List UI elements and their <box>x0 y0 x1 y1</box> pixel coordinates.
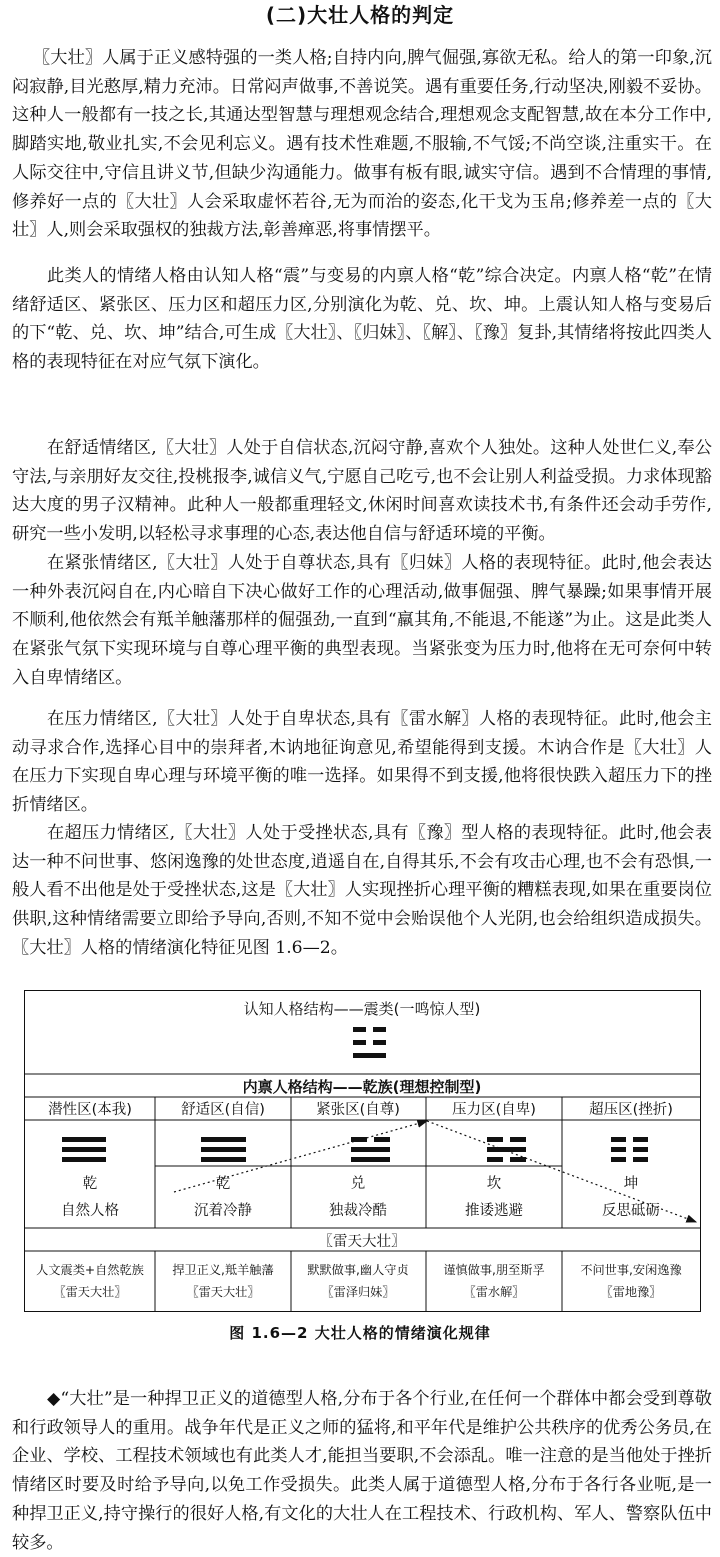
paragraph-7: ◆“大壮”是一种捍卫正义的道德型人格,分布于各个行业,在任何一个群体中都会受到尊敬和行政领导人的重用。战争年代是正义之师的猛将,和平年代是维护公共秩序的优秀公务员,在企业、学校、工程技术领域也有此类人才,能担当要职,不会添乱。唯一注意的是当他处于挫折情绪区时要及时给予导向,以免工作受损失。此类人属于道德型人格,分布于各行各业呃,是一种捍卫正义,持守操行的很好人格,有文化的大壮人在工程技术、行政机构、军人、警察队伍中较多。 <box>12 1389 712 1553</box>
zone-label-tension: 紧张区(自尊) <box>316 1102 400 1118</box>
zone-name-comfort: 乾 <box>215 1176 231 1192</box>
zone-label-comfort: 舒适区(自信) <box>181 1102 265 1118</box>
zone-name-pressure: 坎 <box>486 1176 502 1192</box>
cognitive-header: 认知人格结构——震类(一鸣惊人型) <box>243 1000 481 1018</box>
zone-trait-latent: 自然人格 <box>61 1203 119 1219</box>
paragraph-2: 此类人的情绪人格由认知人格“震”与变易的内禀人格“乾”综合决定。内禀人格“乾”在情绪舒适区、紧张区、压力区和超压力区,分别演化为乾、兑、坎、坤。上震认知人格与变易后的下“乾、兑、坎、坤”结合,可生成〖大壮〗、〖归妹〗、〖解〗、〖豫〗复卦,其情绪将按此四类人格的表现特征在对应气氛下演化。 <box>12 266 712 373</box>
innate-header: 内禀人格结构——乾族(理想控制型) <box>242 1078 482 1096</box>
zone-label-pressure: 压力区(自卑) <box>452 1102 536 1118</box>
figure-caption: 图 1.6—2 大壮人格的情绪演化规律 <box>229 1324 491 1342</box>
rising-arrow <box>174 1121 427 1192</box>
zone-trait-tension: 独裁冷酷 <box>329 1203 387 1219</box>
zone-hexagram-pressure: 〖雷水解〗 <box>463 1285 525 1299</box>
zone-desc-latent: 人文震类+自然乾族 <box>36 1263 144 1277</box>
kan-trigram-icon <box>487 1137 526 1162</box>
zone-desc-pressure: 谨慎做事,朋至斯孚 <box>443 1263 545 1277</box>
zhen-trigram-icon <box>353 1027 386 1058</box>
zone-desc-overpressure: 不问世事,安闲逸豫 <box>580 1263 682 1277</box>
zone-name-overpressure: 坤 <box>623 1176 639 1192</box>
zone-hexagram-comfort: 〖雷天大壮〗 <box>186 1285 260 1299</box>
zone-desc-tension: 默默做事,幽人守贞 <box>307 1263 409 1277</box>
emotion-evolution-figure <box>24 990 701 1312</box>
qian-trigram-icon <box>201 1137 246 1162</box>
zone-hexagram-tension: 〖雷泽归妹〗 <box>321 1285 395 1299</box>
kun-trigram-icon <box>611 1137 648 1162</box>
dui-trigram-icon <box>351 1137 390 1162</box>
paragraph-1: 〖大壮〗人属于正义感特强的一类人格;自持内向,脾气倔强,寡欲无私。给人的第一印象,沉闷寂静,目光憨厚,精力充沛。日常闷声做事,不善说笑。遇有重要任务,行动坚决,刚毅不妥协。这种人一般都有一技之长,其通达型智慧与理想观念结合,理想观念支配智慧,故在本分工作中,脚踏实地,敬业扎实,不会见利忘义。遇有技术性难题,不服输,不气馁;不尚空谈,注重实干。在人际交往中,守信且讲义节,但缺少沟通能力。做事有板有眼,诚实守信。遇到不合情理的事情,修养好一点的〖大壮〗人会采取虚怀若谷,无为而治的姿态,化干戈为玉帛;修养差一点的〖大壮〗人,则会采取强权的独裁方法,彰善瘅恶,将事情摆平。 <box>12 48 712 241</box>
figure-diagram <box>24 990 701 1312</box>
zone-label-latent: 潜性区(本我) <box>48 1102 132 1118</box>
qian-trigram-icon <box>62 1137 106 1162</box>
zone-trait-pressure: 推诿逃避 <box>465 1203 523 1219</box>
zone-desc-comfort: 捍卫正义,羝羊触藩 <box>172 1263 274 1277</box>
paragraph-3: 在舒适情绪区,〖大壮〗人处于自信状态,沉闷守静,喜欢个人独处。这种人处世仁义,奉公守法,与亲朋好友交往,投桃报李,诚信义气,宁愿自己吃亏,也不会让别人利益受损。力求体现豁达大度的男子汉精神。此种人一般都重理轻文,休闲时间喜欢读技术书,有条件还会动手劳作,研究一些小发明,以轻松寻求事理的心态,表达他自信与舒适环境的平衡。 <box>12 438 712 545</box>
zone-trait-overpressure: 反思砥砺 <box>602 1203 660 1219</box>
paragraph-4: 在紧张情绪区,〖大壮〗人处于自尊状态,具有〖归妹〗人格的表现特征。此时,他会表达一种外表沉闷自在,内心暗自下决心做好工作的心理活动,做事倔强、脾气暴躁;如果事情开展不顺利,他依然会有羝羊触藩那样的倔强劲,一直到“羸其角,不能退,不能遂”为止。这是此类人在紧张气氛下实现环境与自尊心理平衡的典型表现。当紧张变为压力时,他将在无可奈何中转入自卑情绪区。 <box>12 553 712 688</box>
zone-hexagram-overpressure: 〖雷地豫〗 <box>600 1285 662 1299</box>
zone-trait-comfort: 沉着冷静 <box>194 1203 252 1219</box>
zone-name-latent: 乾 <box>82 1176 98 1192</box>
summary-hexagram: 〖雷天大壮〗 <box>318 1234 406 1250</box>
zone-name-tension: 兑 <box>350 1176 366 1192</box>
paragraph-5: 在压力情绪区,〖大壮〗人处于自卑状态,具有〖雷水解〗人格的表现特征。此时,他会主动寻求合作,选择心目中的崇拜者,木讷地征询意见,希望能得到支援。木讷合作是〖大壮〗人在压力下实现自卑心理与环境平衡的唯一选择。如果得不到支援,他将很快跌入超压力下的挫折情绪区。 <box>12 709 712 816</box>
section-heading: (二)大壮人格的判定 <box>265 3 455 27</box>
zone-label-overpressure: 超压区(挫折) <box>589 1102 673 1118</box>
zone-hexagram-latent: 〖雷天大壮〗 <box>53 1285 127 1299</box>
paragraph-6: 在超压力情绪区,〖大壮〗人处于受挫状态,具有〖豫〗型人格的表现特征。此时,他会表达一种不问世事、悠闲逸豫的处世态度,逍遥自在,自得其乐,不会有攻击心理,也不会有恐惧,一般人看不出他是处于受挫状态,这是〖大壮〗人实现挫折心理平衡的糟糕表现,如果在重要岗位供职,这种情绪需要立即给予导向,否则,不知不觉中会贻误他个人光阴,也会给组织造成损失。〖大壮〗人格的情绪演化特征见图 1.6—2。 <box>12 823 712 958</box>
